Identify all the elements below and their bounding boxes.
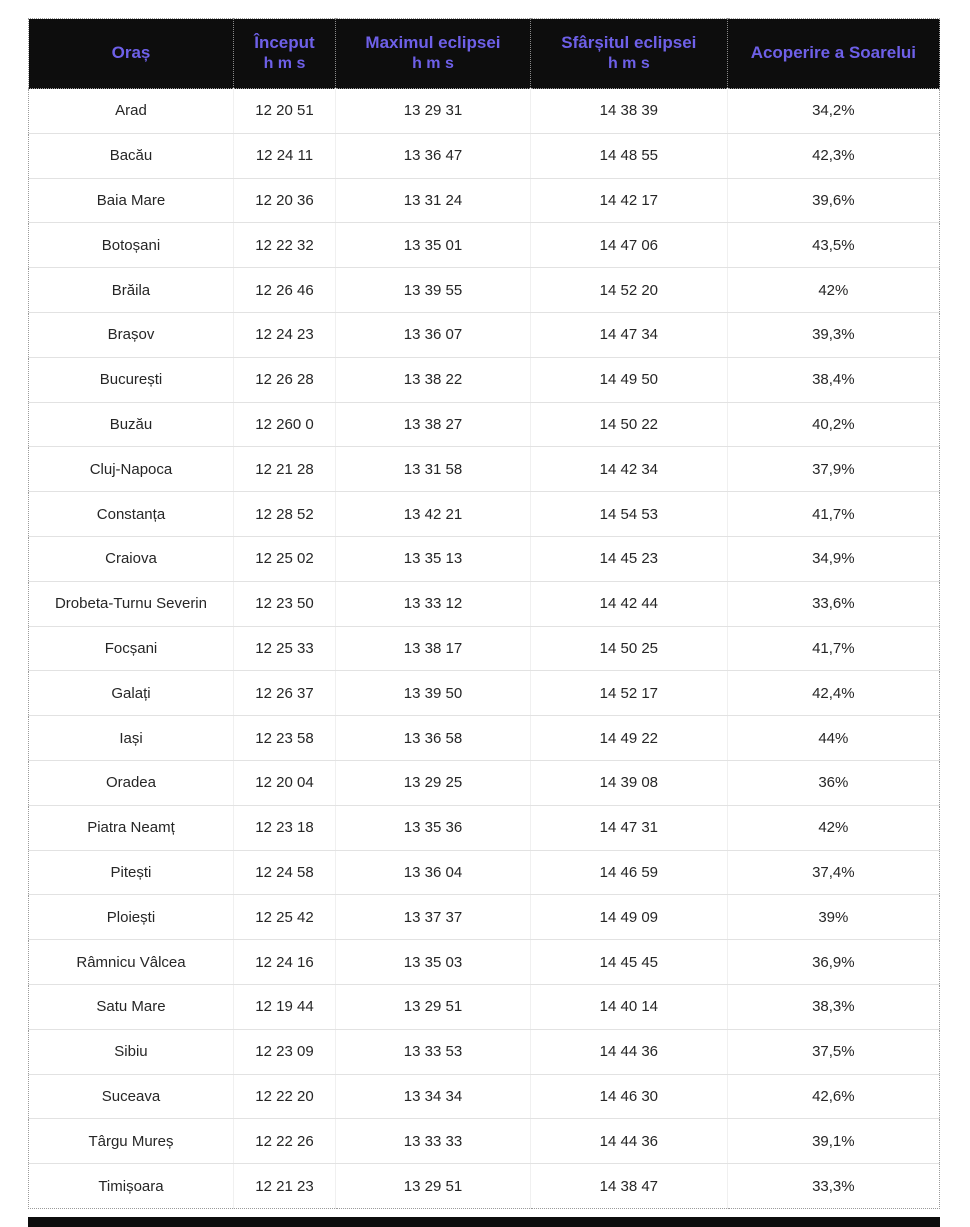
- table-row: [29, 536, 940, 581]
- table-row: [29, 1029, 940, 1074]
- coverage-cell: 41,7%: [727, 492, 939, 537]
- maximum-time-cell: 13 38 22: [336, 357, 531, 402]
- city-cell: Botoșani: [29, 223, 234, 268]
- maximum-time-cell: 13 33 53: [336, 1029, 531, 1074]
- city-cell: Brașov: [29, 312, 234, 357]
- start-time-cell: 12 28 52: [233, 492, 335, 537]
- table-row: [29, 402, 940, 447]
- coverage-cell: 40,2%: [727, 402, 939, 447]
- start-time-cell: 12 19 44: [233, 984, 335, 1029]
- city-cell: Satu Mare: [29, 984, 234, 1029]
- end-time-cell: 14 42 44: [530, 581, 727, 626]
- maximum-time-cell: 13 39 50: [336, 671, 531, 716]
- table-row: [29, 357, 940, 402]
- column-header-city: [29, 19, 234, 89]
- table-body: [29, 89, 940, 1209]
- table-row: [29, 626, 940, 671]
- table-row: [29, 984, 940, 1029]
- table-row: [29, 1119, 940, 1164]
- coverage-cell: 38,3%: [727, 984, 939, 1029]
- end-time-cell: 14 38 39: [530, 89, 727, 134]
- coverage-cell: 36%: [727, 760, 939, 805]
- city-cell: Brăila: [29, 268, 234, 313]
- start-time-cell: 12 25 33: [233, 626, 335, 671]
- table-row: [29, 492, 940, 537]
- table-row: [29, 716, 940, 761]
- start-time-cell: 12 26 37: [233, 671, 335, 716]
- end-time-cell: 14 52 20: [530, 268, 727, 313]
- city-cell: Râmnicu Vâlcea: [29, 940, 234, 985]
- maximum-time-cell: 13 35 03: [336, 940, 531, 985]
- maximum-time-cell: 13 36 07: [336, 312, 531, 357]
- end-time-cell: 14 49 22: [530, 716, 727, 761]
- end-time-cell: 14 42 34: [530, 447, 727, 492]
- maximum-time-cell: 13 35 13: [336, 536, 531, 581]
- city-cell: Pitești: [29, 850, 234, 895]
- coverage-cell: 42,4%: [727, 671, 939, 716]
- coverage-cell: 44%: [727, 716, 939, 761]
- end-time-cell: 14 50 22: [530, 402, 727, 447]
- maximum-time-cell: 13 29 51: [336, 984, 531, 1029]
- end-time-cell: 14 45 45: [530, 940, 727, 985]
- maximum-time-cell: 13 39 55: [336, 268, 531, 313]
- coverage-cell: 33,3%: [727, 1164, 939, 1209]
- end-time-cell: 14 39 08: [530, 760, 727, 805]
- end-time-cell: 14 44 36: [530, 1119, 727, 1164]
- coverage-cell: 37,4%: [727, 850, 939, 895]
- column-header-units: h m s: [263, 55, 306, 73]
- end-time-cell: 14 50 25: [530, 626, 727, 671]
- column-header-label: Acoperire a Soarelui: [750, 43, 917, 63]
- table-row: [29, 895, 940, 940]
- eclipse-times-table: [28, 18, 940, 1209]
- table-row: [29, 1164, 940, 1209]
- column-header-label: Sfârșitul eclipsei: [561, 33, 697, 53]
- start-time-cell: 12 24 23: [233, 312, 335, 357]
- end-time-cell: 14 47 06: [530, 223, 727, 268]
- table-row: [29, 223, 940, 268]
- city-cell: Sibiu: [29, 1029, 234, 1074]
- table-row: [29, 1074, 940, 1119]
- coverage-cell: 42,3%: [727, 133, 939, 178]
- city-cell: Galați: [29, 671, 234, 716]
- table-row: [29, 178, 940, 223]
- end-time-cell: 14 45 23: [530, 536, 727, 581]
- column-header-label: Maximul eclipsei: [365, 33, 501, 53]
- start-time-cell: 12 260 0: [233, 402, 335, 447]
- coverage-cell: 36,9%: [727, 940, 939, 985]
- maximum-time-cell: 13 31 24: [336, 178, 531, 223]
- column-header-units: h m s: [412, 55, 454, 73]
- coverage-cell: 43,5%: [727, 223, 939, 268]
- start-time-cell: 12 21 28: [233, 447, 335, 492]
- city-cell: Ploiești: [29, 895, 234, 940]
- coverage-cell: 39%: [727, 895, 939, 940]
- table-row: [29, 312, 940, 357]
- city-cell: Craiova: [29, 536, 234, 581]
- eclipse-times-table-container: [28, 18, 940, 1209]
- start-time-cell: 12 23 58: [233, 716, 335, 761]
- column-header-maximum: [336, 19, 531, 89]
- start-time-cell: 12 23 18: [233, 805, 335, 850]
- table-row: [29, 940, 940, 985]
- table-row: [29, 581, 940, 626]
- coverage-cell: 42%: [727, 805, 939, 850]
- table-row: [29, 850, 940, 895]
- table-row: [29, 671, 940, 716]
- start-time-cell: 12 20 36: [233, 178, 335, 223]
- coverage-cell: 42%: [727, 268, 939, 313]
- city-cell: Drobeta-Turnu Severin: [29, 581, 234, 626]
- city-cell: Cluj-Napoca: [29, 447, 234, 492]
- city-cell: Buzău: [29, 402, 234, 447]
- coverage-cell: 39,3%: [727, 312, 939, 357]
- maximum-time-cell: 13 36 04: [336, 850, 531, 895]
- end-time-cell: 14 47 31: [530, 805, 727, 850]
- coverage-cell: 34,9%: [727, 536, 939, 581]
- end-time-cell: 14 46 59: [530, 850, 727, 895]
- coverage-cell: 39,6%: [727, 178, 939, 223]
- end-time-cell: 14 40 14: [530, 984, 727, 1029]
- maximum-time-cell: 13 36 47: [336, 133, 531, 178]
- maximum-time-cell: 13 38 27: [336, 402, 531, 447]
- end-time-cell: 14 48 55: [530, 133, 727, 178]
- table-row: [29, 89, 940, 134]
- maximum-time-cell: 13 31 58: [336, 447, 531, 492]
- start-time-cell: 12 25 42: [233, 895, 335, 940]
- coverage-cell: 37,5%: [727, 1029, 939, 1074]
- end-time-cell: 14 38 47: [530, 1164, 727, 1209]
- end-time-cell: 14 54 53: [530, 492, 727, 537]
- end-time-cell: 14 52 17: [530, 671, 727, 716]
- city-cell: Târgu Mureș: [29, 1119, 234, 1164]
- coverage-cell: 33,6%: [727, 581, 939, 626]
- column-header-end: [530, 19, 727, 89]
- city-cell: Suceava: [29, 1074, 234, 1119]
- start-time-cell: 12 20 51: [233, 89, 335, 134]
- start-time-cell: 12 23 09: [233, 1029, 335, 1074]
- end-time-cell: 14 49 50: [530, 357, 727, 402]
- column-header-sun-coverage: [727, 19, 939, 89]
- end-time-cell: 14 44 36: [530, 1029, 727, 1074]
- end-time-cell: 14 46 30: [530, 1074, 727, 1119]
- start-time-cell: 12 26 28: [233, 357, 335, 402]
- city-cell: Bacău: [29, 133, 234, 178]
- city-cell: Oradea: [29, 760, 234, 805]
- start-time-cell: 12 23 50: [233, 581, 335, 626]
- coverage-cell: 39,1%: [727, 1119, 939, 1164]
- start-time-cell: 12 24 11: [233, 133, 335, 178]
- column-header-label: Oraș: [111, 43, 151, 63]
- maximum-time-cell: 13 42 21: [336, 492, 531, 537]
- start-time-cell: 12 21 23: [233, 1164, 335, 1209]
- end-time-cell: 14 49 09: [530, 895, 727, 940]
- maximum-time-cell: 13 35 01: [336, 223, 531, 268]
- coverage-cell: 42,6%: [727, 1074, 939, 1119]
- next-table-header-partial: [28, 1217, 940, 1227]
- city-cell: Timișoara: [29, 1164, 234, 1209]
- table-row: [29, 805, 940, 850]
- start-time-cell: 12 25 02: [233, 536, 335, 581]
- table-row: [29, 268, 940, 313]
- column-header-label: Început: [254, 33, 315, 53]
- table-row: [29, 447, 940, 492]
- maximum-time-cell: 13 36 58: [336, 716, 531, 761]
- maximum-time-cell: 13 33 12: [336, 581, 531, 626]
- end-time-cell: 14 47 34: [530, 312, 727, 357]
- city-cell: Arad: [29, 89, 234, 134]
- maximum-time-cell: 13 29 51: [336, 1164, 531, 1209]
- maximum-time-cell: 13 29 31: [336, 89, 531, 134]
- city-cell: Iași: [29, 716, 234, 761]
- column-header-start: [233, 19, 335, 89]
- maximum-time-cell: 13 29 25: [336, 760, 531, 805]
- table-row: [29, 760, 940, 805]
- table-header-row: [29, 19, 940, 89]
- maximum-time-cell: 13 35 36: [336, 805, 531, 850]
- start-time-cell: 12 24 16: [233, 940, 335, 985]
- start-time-cell: 12 26 46: [233, 268, 335, 313]
- end-time-cell: 14 42 17: [530, 178, 727, 223]
- city-cell: Focșani: [29, 626, 234, 671]
- coverage-cell: 41,7%: [727, 626, 939, 671]
- start-time-cell: 12 22 32: [233, 223, 335, 268]
- table-row: [29, 133, 940, 178]
- city-cell: Piatra Neamț: [29, 805, 234, 850]
- maximum-time-cell: 13 34 34: [336, 1074, 531, 1119]
- coverage-cell: 38,4%: [727, 357, 939, 402]
- city-cell: Constanța: [29, 492, 234, 537]
- start-time-cell: 12 24 58: [233, 850, 335, 895]
- start-time-cell: 12 22 20: [233, 1074, 335, 1119]
- maximum-time-cell: 13 33 33: [336, 1119, 531, 1164]
- maximum-time-cell: 13 38 17: [336, 626, 531, 671]
- city-cell: Baia Mare: [29, 178, 234, 223]
- coverage-cell: 34,2%: [727, 89, 939, 134]
- start-time-cell: 12 22 26: [233, 1119, 335, 1164]
- start-time-cell: 12 20 04: [233, 760, 335, 805]
- column-header-units: h m s: [607, 55, 650, 73]
- city-cell: București: [29, 357, 234, 402]
- coverage-cell: 37,9%: [727, 447, 939, 492]
- maximum-time-cell: 13 37 37: [336, 895, 531, 940]
